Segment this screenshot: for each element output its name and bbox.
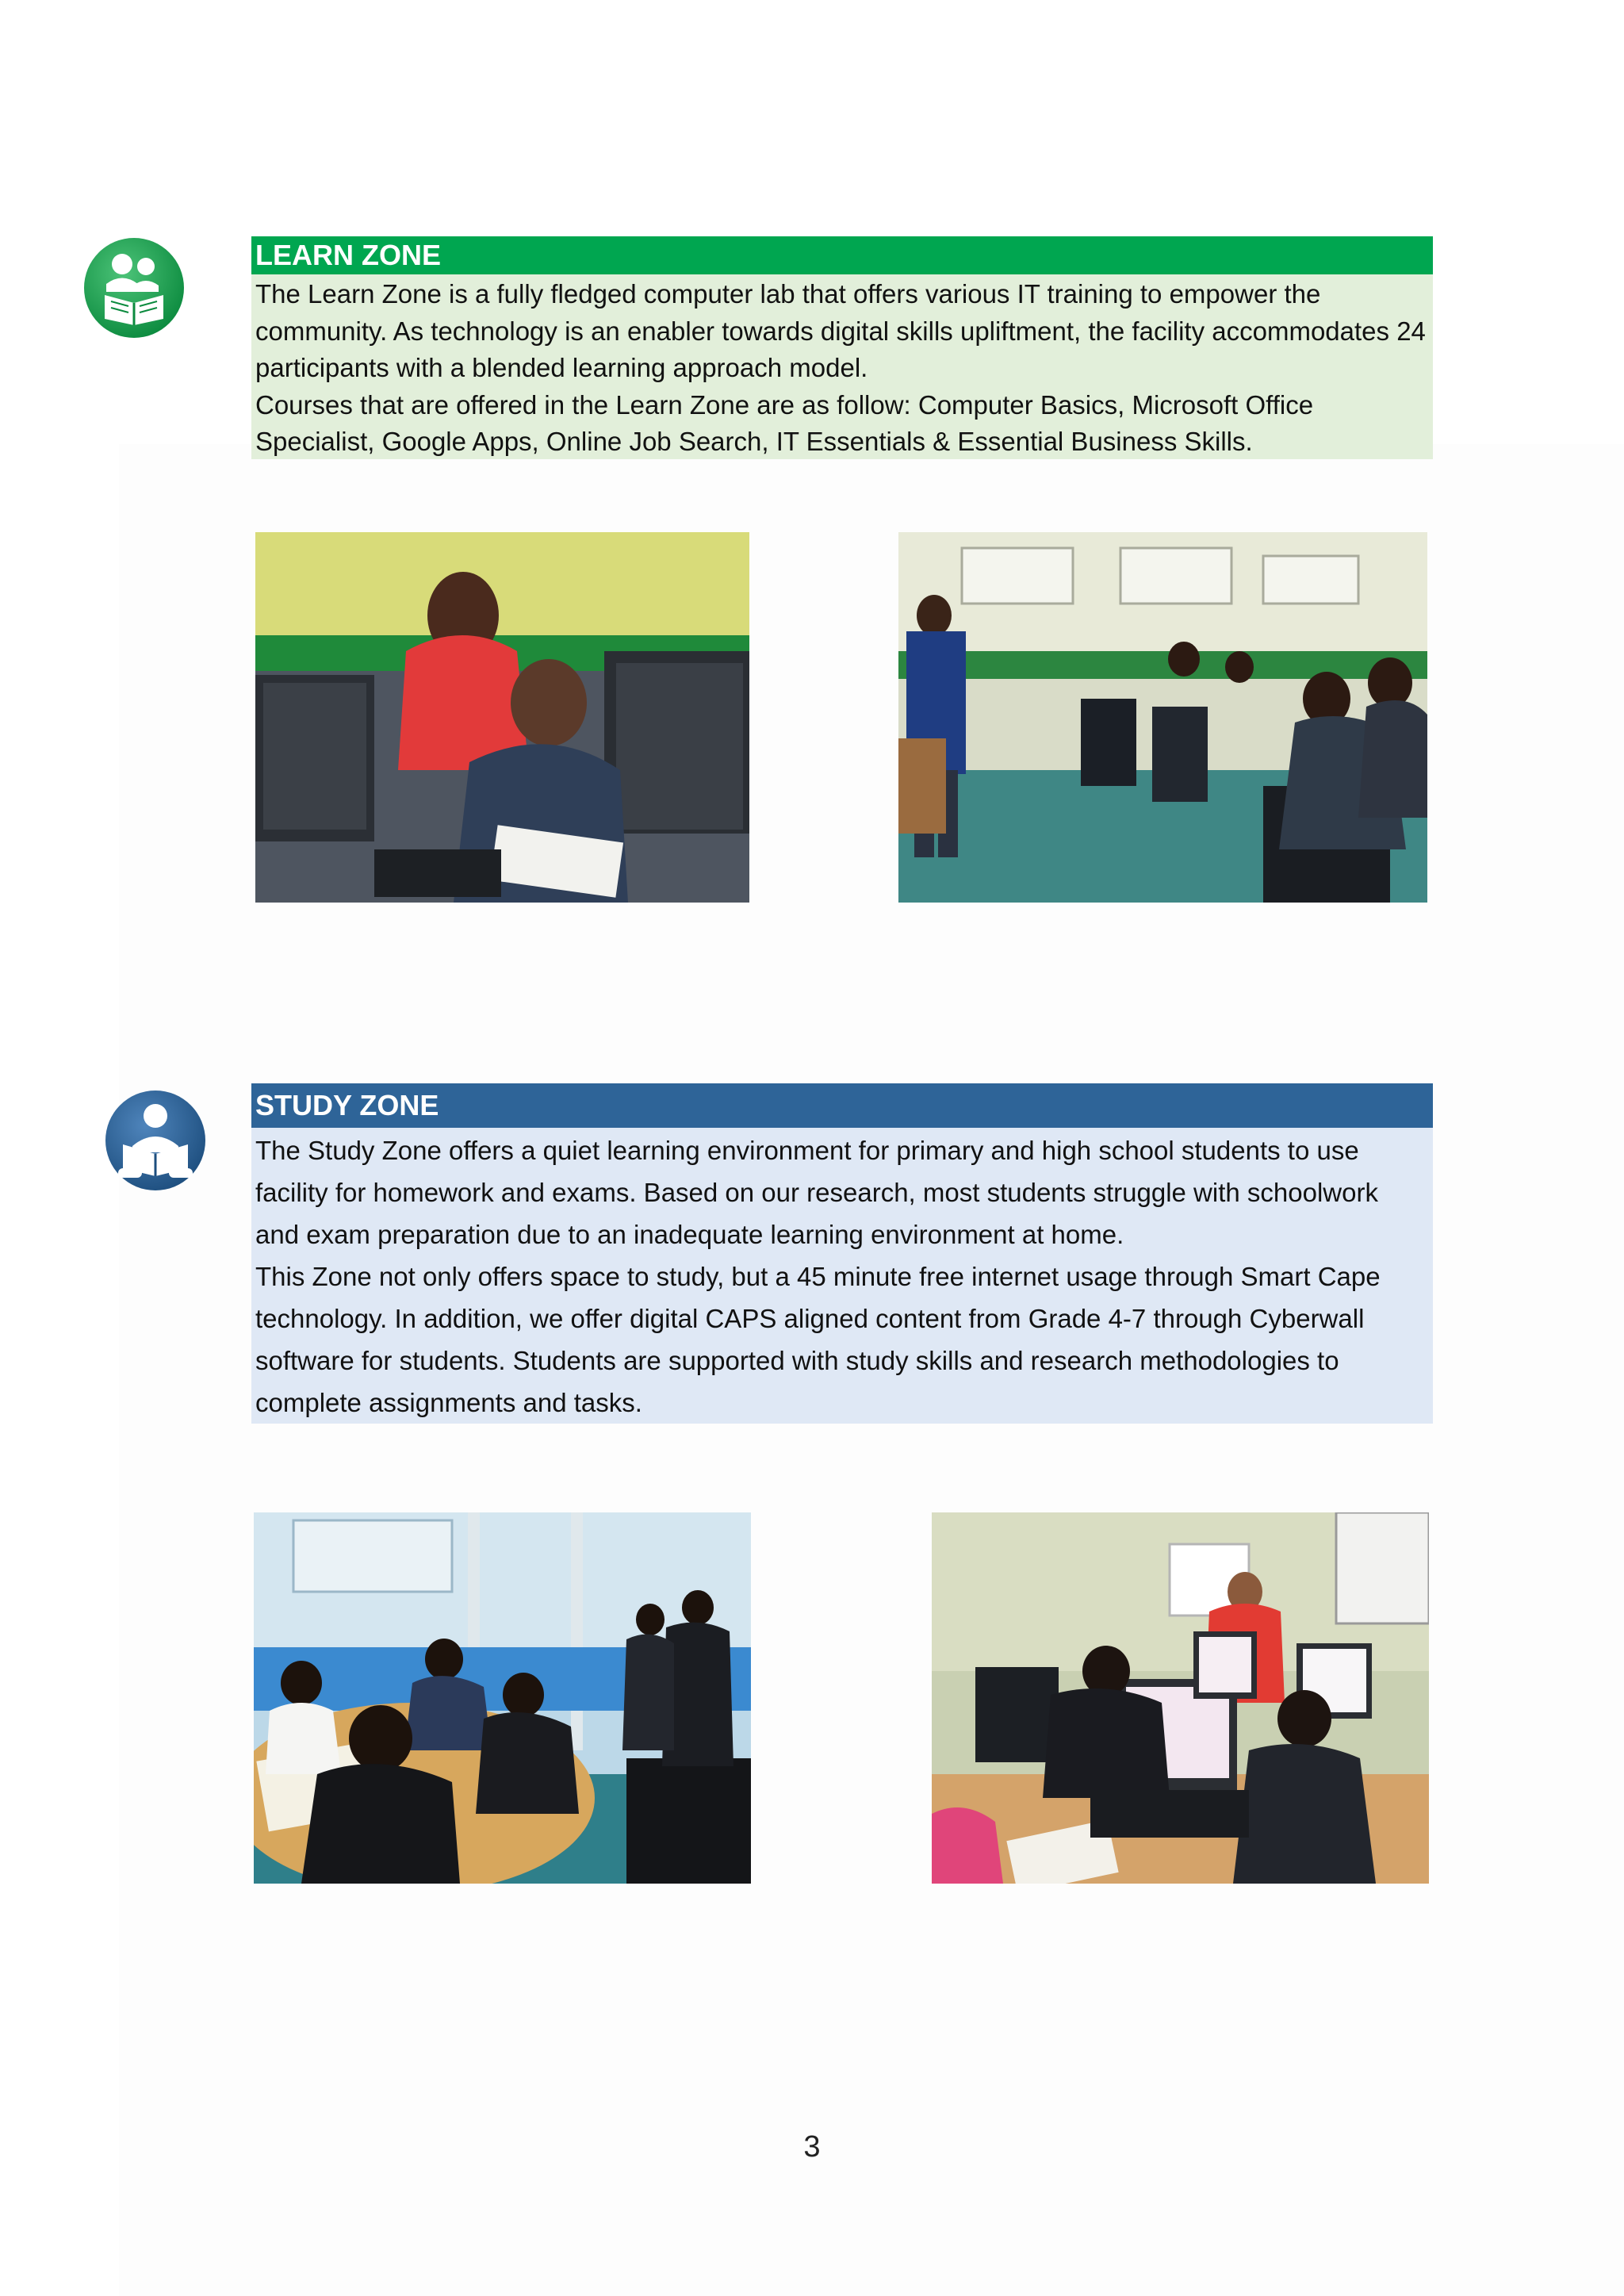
study-zone-body xyxy=(251,1128,1433,1424)
study-zone-paragraph-1: The Study Zone offers a quiet learning environment for primary and high school students to use facility for homework and exams. Based on our research, most students struggle with schoolwork and exam preparation due to an inadequate learning environment at home. xyxy=(255,1136,1378,1249)
study-zone-title: STUDY ZONE xyxy=(251,1083,1433,1128)
learn-zone-icon xyxy=(82,236,186,339)
study-zone-photo-group xyxy=(254,1512,751,1884)
study-zone-paragraph-2: This Zone not only offers space to study, but a 45 minute free internet usage through Smart Cape technology. In addition, we offer digital CAPS aligned content from Grade 4-7 through Cyberwall software for students. Students are supported with study skills and research methodologies to complete assignments and tasks. xyxy=(255,1262,1381,1417)
learn-zone-title: LEARN ZONE xyxy=(251,236,1433,274)
learn-zone-photo-tutor xyxy=(255,532,749,903)
page-number: 3 xyxy=(803,2130,821,2164)
learn-zone-paragraph-2: Courses that are offered in the Learn Zone are as follow: Computer Basics, Microsoft Office Specialist, Google Apps, Online Job Search, IT Essentials & Essential Business Skills. xyxy=(255,389,1314,456)
study-zone-photo-lab xyxy=(932,1512,1429,1884)
study-zone-section xyxy=(251,1083,1433,1424)
learn-zone-body xyxy=(251,274,1433,459)
learn-zone-paragraph-1: The Learn Zone is a fully fledged computer lab that offers various IT training to empower the community. As technology is an enabler towards digital skills upliftment, the facility accommodates 24 participants with a blended learning approach model. xyxy=(255,279,1426,382)
study-zone-icon xyxy=(104,1089,207,1192)
learn-zone-photo-class xyxy=(898,532,1427,903)
learn-zone-section xyxy=(251,236,1433,459)
